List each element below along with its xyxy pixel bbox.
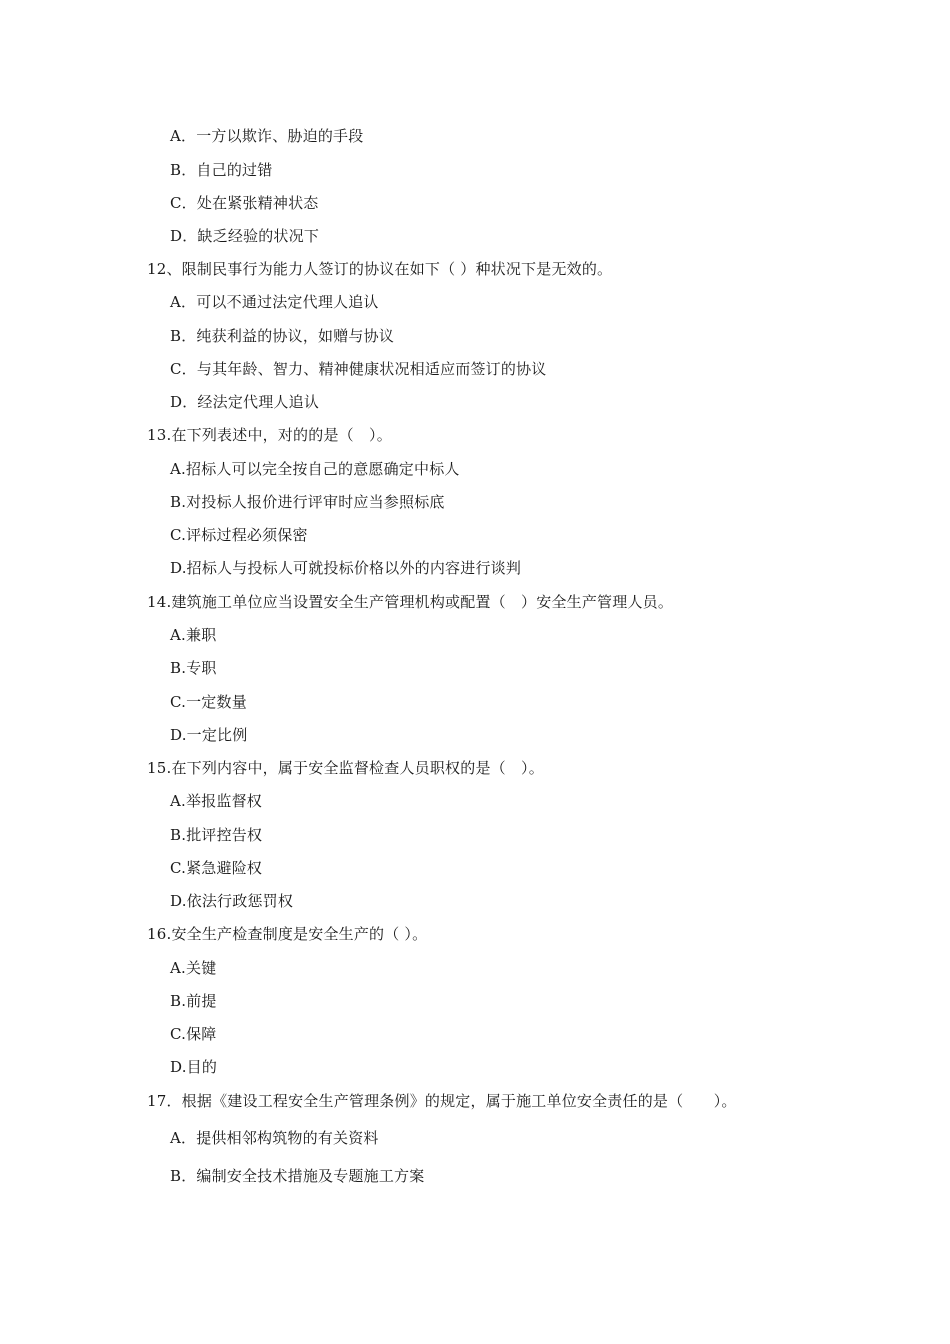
q16-option-a: A.关键 xyxy=(170,959,217,977)
q16-option-d: D.目的 xyxy=(170,1058,218,1076)
q13-option-d: D.招标人与投标人可就投标价格以外的内容进行谈判 xyxy=(170,559,522,577)
q13-stem: 13.在下列表述中，对的的是（ ）。 xyxy=(147,426,392,444)
q11-option-c: C．处在紧张精神状态 xyxy=(170,194,319,212)
q16-stem: 16.安全生产检查制度是安全生产的（ ）。 xyxy=(147,925,428,943)
q14-option-d: D.一定比例 xyxy=(170,726,248,744)
q15-option-d: D.依法行政惩罚权 xyxy=(170,892,294,910)
q14-option-a: A.兼职 xyxy=(170,626,217,644)
q11-option-a: A．一方以欺诈、胁迫的手段 xyxy=(170,127,364,145)
q15-option-a: A.举报监督权 xyxy=(170,792,263,810)
q14-option-b: B.专职 xyxy=(170,659,217,677)
q17-option-b: B．编制安全技术措施及专题施工方案 xyxy=(170,1167,425,1185)
q12-option-a: A．可以不通过法定代理人追认 xyxy=(170,293,379,311)
q15-option-c: C.紧急避险权 xyxy=(170,859,263,877)
q12-stem: 12、限制民事行为能力人签订的协议在如下（ ）种状况下是无效的。 xyxy=(147,260,613,278)
q14-option-c: C.一定数量 xyxy=(170,693,247,711)
q12-option-b: B．纯获利益的协议，如赠与协议 xyxy=(170,327,395,345)
q17-stem: 17．根据《建设工程安全生产管理条例》的规定，属于施工单位安全责任的是（ ）。 xyxy=(147,1092,737,1110)
q11-option-b: B．自己的过错 xyxy=(170,161,273,179)
q13-option-c: C.评标过程必须保密 xyxy=(170,526,308,544)
q17-option-a: A．提供相邻构筑物的有关资料 xyxy=(170,1129,379,1147)
q16-option-c: C.保障 xyxy=(170,1025,217,1043)
q16-option-b: B.前提 xyxy=(170,992,217,1010)
q12-option-d: D．经法定代理人追认 xyxy=(170,393,320,411)
q13-option-a: A.招标人可以完全按自己的意愿确定中标人 xyxy=(170,460,460,478)
q15-stem: 15.在下列内容中，属于安全监督检查人员职权的是（ ）。 xyxy=(147,759,544,777)
q13-option-b: B.对投标人报价进行评审时应当参照标底 xyxy=(170,493,445,511)
q12-option-c: C．与其年龄、智力、精神健康状况相适应而签订的协议 xyxy=(170,360,547,378)
q14-stem: 14.建筑施工单位应当设置安全生产管理机构或配置（ ）安全生产管理人员。 xyxy=(147,593,674,611)
q11-option-d: D．缺乏经验的状况下 xyxy=(170,227,320,245)
q15-option-b: B.批评控告权 xyxy=(170,826,263,844)
